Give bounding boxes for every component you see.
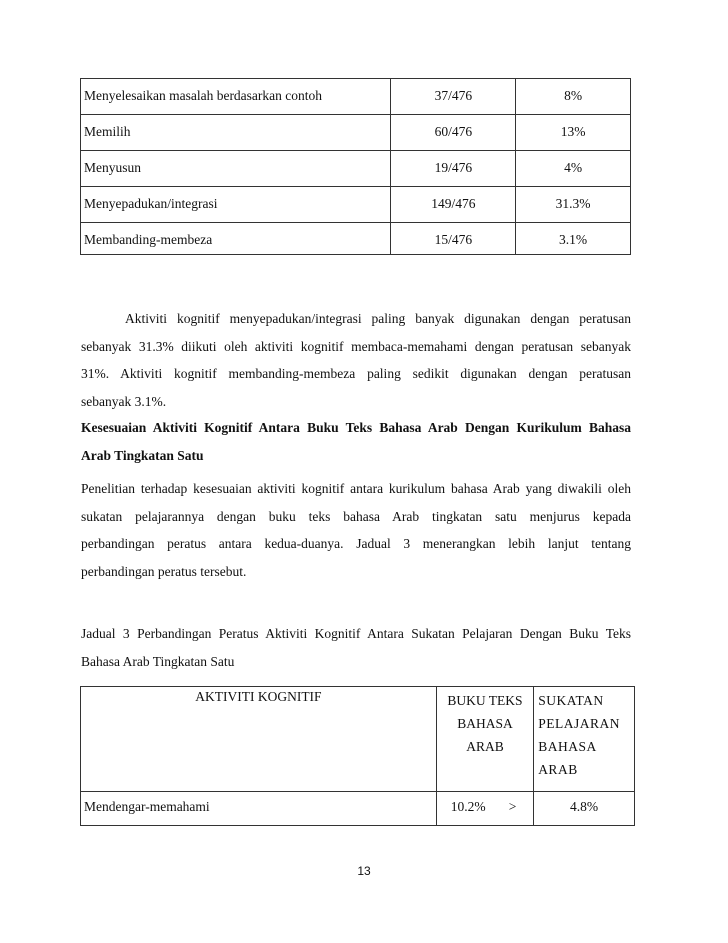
buku-percent: 10.2% (450, 799, 486, 814)
percent-cell: 4% (516, 151, 631, 187)
header-buku-teks (436, 687, 533, 792)
activity-cell: Mendengar-memahami (81, 792, 437, 826)
paragraph-line: 31%. Aktiviti kognitif membanding-membeza paling sedikit digunakan dengan peratusan (81, 366, 631, 381)
header-line: BAHASA (538, 739, 597, 754)
activity-cell: Menyusun (81, 151, 391, 187)
table-row (81, 79, 631, 115)
paragraph-line: perbandingan peratus tersebut. (81, 563, 247, 579)
count-cell: 149/476 (391, 187, 516, 223)
buku-percent-cell (436, 792, 533, 826)
paragraph-line: perbandingan peratus antara kedua-duanya. Jadual 3 menerangkan lebih lanjut tentang (81, 536, 631, 551)
activity-cell: Memilih (81, 115, 391, 151)
count-cell: 19/476 (391, 151, 516, 187)
activity-cell: Menyelesaikan masalah berdasarkan contoh (81, 79, 391, 115)
heading-line: Kesesuaian Aktiviti Kognitif Antara Buku Teks Bahasa Arab Dengan Kurikulum Bahasa (81, 420, 631, 435)
table-row (81, 151, 631, 187)
activity-cell: Menyepadukan/integrasi (81, 187, 391, 223)
header-line: BUKU TEKS (447, 693, 523, 708)
paragraph-line: Penelitian terhadap kesesuaian aktiviti kognitif antara kurikulum bahasa Arab yang diwakili oleh (81, 481, 631, 496)
activity-percentage-table (80, 78, 631, 255)
paragraph-line: sebanyak 3.1%. (81, 393, 167, 409)
count-cell: 15/476 (391, 223, 516, 255)
table-caption (81, 620, 631, 675)
header-line: PELAJARAN (538, 716, 620, 731)
table-row (81, 115, 631, 151)
heading-line: Arab Tingkatan Satu (81, 447, 204, 463)
paragraph-summary (81, 305, 631, 415)
table-header-row (81, 687, 635, 792)
percent-cell: 3.1% (516, 223, 631, 255)
header-line: BAHASA (457, 716, 513, 731)
percent-cell: 13% (516, 115, 631, 151)
comparison-sign: > (508, 799, 517, 814)
page-number: 13 (357, 864, 371, 878)
caption-line: Bahasa Arab Tingkatan Satu (81, 653, 235, 669)
paragraph-analysis (81, 475, 631, 585)
activity-cell: Membanding-membeza (81, 223, 391, 255)
count-cell: 37/476 (391, 79, 516, 115)
section-heading (81, 414, 631, 469)
caption-line: Jadual 3 Perbandingan Peratus Aktiviti Kognitif Antara Sukatan Pelajaran Dengan Buku Teks (81, 626, 631, 641)
header-line: SUKATAN (538, 693, 604, 708)
header-line: ARAB (466, 739, 504, 754)
table-row (81, 187, 631, 223)
header-sukatan-pelajaran (534, 687, 635, 792)
header-line: ARAB (538, 762, 578, 777)
paragraph-line: sukatan pelajarannya dengan buku teks bahasa Arab tingkatan satu menjurus kepada (81, 508, 631, 524)
table-row (81, 223, 631, 255)
sukatan-percent-cell: 4.8% (534, 792, 635, 826)
percent-cell: 8% (516, 79, 631, 115)
paragraph-line: sebanyak 31.3% diikuti oleh aktiviti kognitif membaca-memahami dengan peratusan sebanyak (81, 338, 631, 354)
paragraph-line: Aktiviti kognitif menyepadukan/integrasi paling banyak digunakan dengan peratusan (125, 311, 631, 326)
comparison-table (80, 686, 635, 826)
percent-cell: 31.3% (516, 187, 631, 223)
table-row (81, 792, 635, 826)
count-cell: 60/476 (391, 115, 516, 151)
header-aktiviti-kognitif: AKTIVITI KOGNITIF (81, 687, 437, 792)
